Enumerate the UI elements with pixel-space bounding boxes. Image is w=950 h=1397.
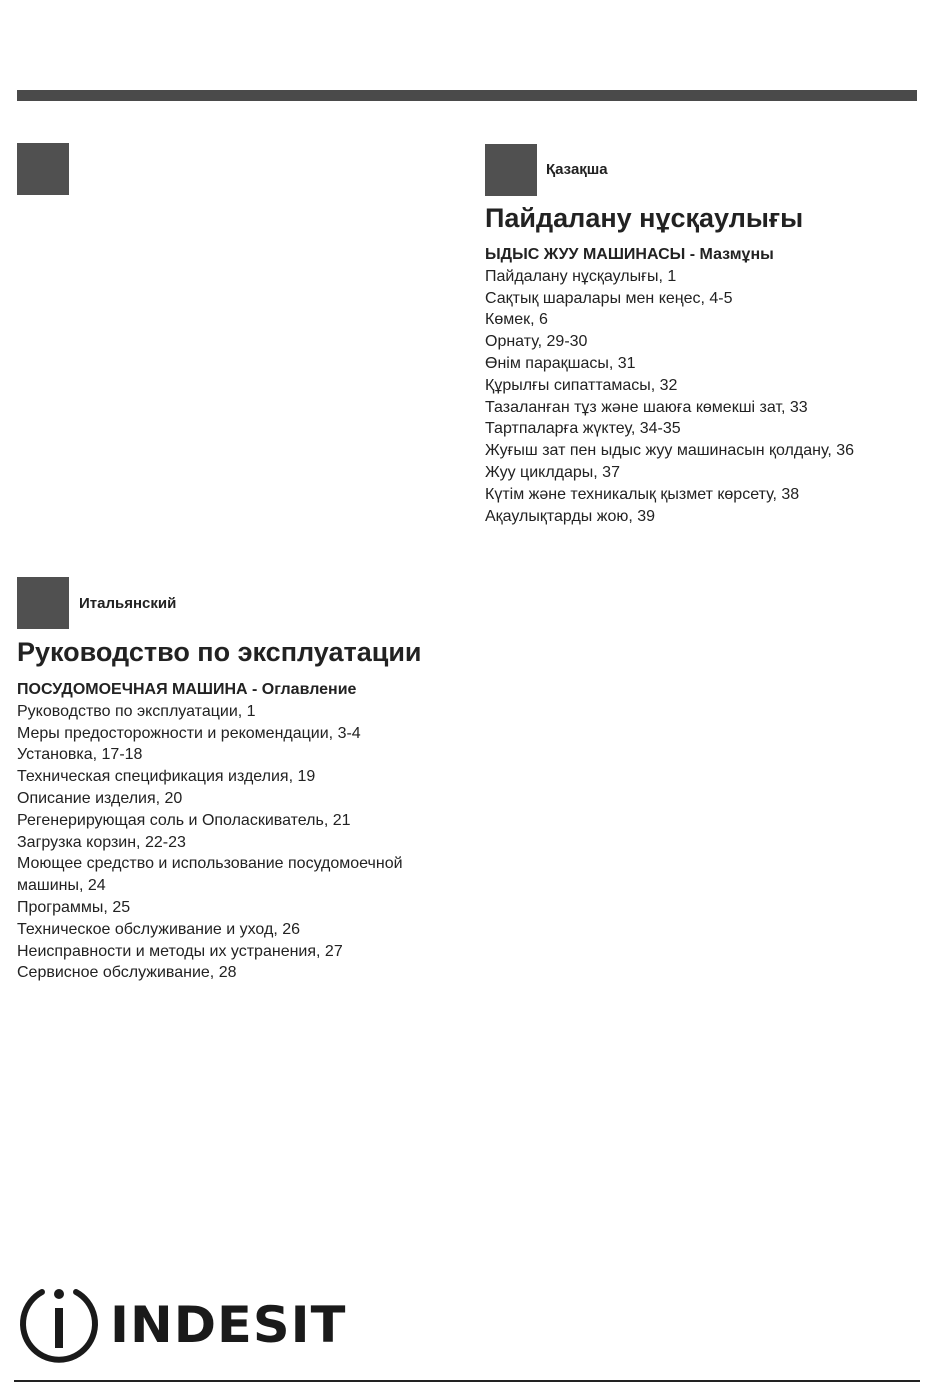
toc-list-kazakh xyxy=(485,266,854,528)
toc-item[interactable]: Руководство по эксплуатации, 1 xyxy=(17,702,256,720)
toc-item[interactable]: Өнім парақшасы, 31 xyxy=(485,354,636,372)
section-marker-square-kazakh xyxy=(485,144,537,196)
toc-item[interactable]: Күтім және техникалық қызмет көрсету, 38 xyxy=(485,485,800,503)
toc-item[interactable]: Регенерирующая соль и Ополаскиватель, 21 xyxy=(17,811,351,829)
toc-item[interactable]: Неисправности и методы их устранения, 27 xyxy=(17,942,343,960)
indesit-i-circle-icon xyxy=(18,1284,100,1366)
toc-item[interactable]: Тартпаларға жүктеу, 34-35 xyxy=(485,420,681,438)
toc-item[interactable]: Меры предосторожности и рекомендации, 3-4 xyxy=(17,724,361,742)
toc-item[interactable]: Орнату, 29-30 xyxy=(485,333,588,351)
toc-item[interactable]: Жуу циклдары, 37 xyxy=(485,463,620,481)
section-marker-square-russian xyxy=(17,577,69,629)
toc-item[interactable]: Программы, 25 xyxy=(17,898,131,916)
language-label-kazakh: Қазақша xyxy=(546,161,608,178)
section-title-russian: Руководство по эксплуатации xyxy=(17,637,422,667)
toc-russian xyxy=(17,679,403,984)
language-label-russian: Итальянский xyxy=(79,595,177,612)
toc-item[interactable]: Ақаулықтарды жою, 39 xyxy=(485,507,656,525)
toc-item[interactable]: Техническая спецификация изделия, 19 xyxy=(17,768,316,786)
brand-wordmark: INDESIT xyxy=(110,1296,347,1354)
toc-item[interactable]: Моющее средство и использование посудомоечной xyxy=(17,855,403,873)
top-rule xyxy=(17,90,917,101)
toc-list-russian xyxy=(17,701,403,984)
toc-item[interactable]: машины, 24 xyxy=(17,877,106,895)
toc-item[interactable]: Установка, 17-18 xyxy=(17,746,143,764)
section-title-kazakh: Пайдалану нұсқаулығы xyxy=(485,203,804,233)
toc-heading-kazakh: ЫДЫС ЖУУ МАШИНАСЫ - Мазмұны xyxy=(485,246,774,263)
toc-item[interactable]: Пайдалану нұсқаулығы, 1 xyxy=(485,267,677,285)
toc-item[interactable]: Загрузка корзин, 22-23 xyxy=(17,833,186,851)
toc-item[interactable]: Көмек, 6 xyxy=(485,311,548,329)
toc-item[interactable]: Құрылғы сипаттамасы, 32 xyxy=(485,376,678,394)
toc-item[interactable]: Жуғыш зат пен ыдыс жуу машинасын қолдану, 36 xyxy=(485,442,855,460)
toc-item[interactable]: Описание изделия, 20 xyxy=(17,789,183,807)
toc-heading-russian: ПОСУДОМОЕЧНАЯ МАШИНА - Оглавление xyxy=(17,681,357,698)
toc-kazakh xyxy=(485,244,854,527)
toc-item[interactable]: Сақтық шаралары мен кеңес, 4-5 xyxy=(485,289,733,307)
toc-item[interactable]: Тазаланған тұз және шаюға көмекші зат, 33 xyxy=(485,398,808,416)
toc-item[interactable]: Техническое обслуживание и уход, 26 xyxy=(17,920,300,938)
toc-item[interactable]: Сервисное обслуживание, 28 xyxy=(17,964,237,982)
brand-logo xyxy=(18,1284,347,1366)
bottom-rule xyxy=(14,1380,920,1382)
section-marker-square-empty xyxy=(17,143,69,195)
